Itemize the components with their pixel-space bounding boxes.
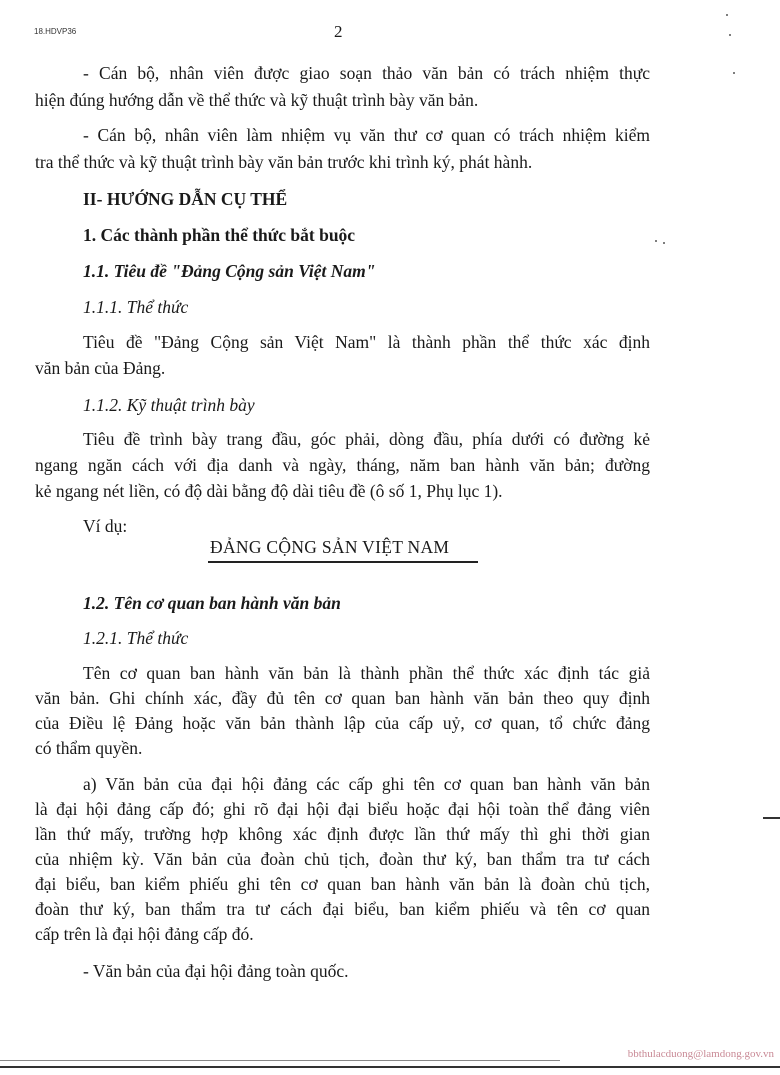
heading-1-2: 1.2. Tên cơ quan ban hành văn bản xyxy=(83,593,341,613)
paragraph-line: cấp trên là đại hội đảng cấp đó. xyxy=(35,924,254,944)
paragraph-line: tra thể thức và kỹ thuật trình bày văn bản trước khi trình ký, phát hành. xyxy=(35,152,533,172)
document-code: 18.HDVP36 xyxy=(34,27,77,36)
scan-speck xyxy=(726,14,728,16)
paragraph-line: của nhiệm kỳ. Văn bản của đoàn chủ tịch, đoàn thư ký, ban thẩm tra tư cách xyxy=(35,849,650,869)
heading-1-2-1: 1.2.1. Thể thức xyxy=(83,628,189,648)
heading-1-1: 1.1. Tiêu đề "Đảng Cộng sản Việt Nam" xyxy=(83,261,376,281)
paragraph-line: kẻ ngang nét liền, có độ dài bằng độ dài tiêu đề (ô số 1, Phụ lục 1). xyxy=(35,481,503,501)
scan-mark xyxy=(763,817,780,819)
paragraph-line: - Cán bộ, nhân viên làm nhiệm vụ văn thư cơ quan có trách nhiệm kiểm xyxy=(83,125,650,145)
paragraph-line: văn bản. Ghi chính xác, đầy đủ tên cơ quan ban hành văn bản theo quy định xyxy=(35,688,650,708)
paragraph-line: a) Văn bản của đại hội đảng các cấp ghi tên cơ quan ban hành văn bản xyxy=(83,774,650,794)
paragraph-line: - Cán bộ, nhân viên được giao soạn thảo văn bản có trách nhiệm thực xyxy=(83,63,650,83)
paragraph-line: ngang ngăn cách với địa danh và ngày, tháng, năm ban hành văn bản; đường xyxy=(35,455,650,475)
paragraph-line: hiện đúng hướng dẫn về thể thức và kỹ thuật trình bày văn bản. xyxy=(35,90,479,110)
example-underline xyxy=(208,561,478,563)
heading-1-1-2: 1.1.2. Kỹ thuật trình bày xyxy=(83,395,255,415)
scan-speck xyxy=(655,240,657,242)
paragraph-line: đoàn thư ký, ban thẩm tra tư cách đại biểu, ban kiểm phiếu và tên cơ quan xyxy=(35,899,650,919)
footer-rule xyxy=(0,1066,780,1068)
example-label: Ví dụ: xyxy=(83,516,128,536)
paragraph-line: văn bản của Đảng. xyxy=(35,358,166,378)
footer-email: bbthulacduong@lamdong.gov.vn xyxy=(627,1048,774,1060)
paragraph-line: Tiêu đề "Đảng Cộng sản Việt Nam" là thành phần thể thức xác định xyxy=(83,332,650,352)
paragraph-line: của Điều lệ Đảng hoặc văn bản thành lập của cấp uỷ, cơ quan, tổ chức đảng xyxy=(35,713,650,733)
paragraph-line: Tên cơ quan ban hành văn bản là thành phần thể thức xác định tác giả xyxy=(83,663,650,683)
paragraph-line: Tiêu đề trình bày trang đầu, góc phải, dòng đầu, phía dưới có đường kẻ xyxy=(83,429,650,449)
paragraph-line: lần thứ mấy, trường hợp không xác định được lần thứ mấy thì ghi thời gian xyxy=(35,824,650,844)
section-heading: II- HƯỚNG DẪN CỤ THỂ xyxy=(83,189,288,209)
heading-1: 1. Các thành phần thể thức bắt buộc xyxy=(83,225,356,245)
paragraph-line: đại biểu, ban kiểm phiếu ghi tên cơ quan ban hành văn bản là đoàn chủ tịch, xyxy=(35,874,650,894)
paragraph-line: là đại hội đảng cấp đó; ghi rõ đại hội đại biểu hoặc đại hội toàn thể đảng viên xyxy=(35,799,650,819)
scan-speck xyxy=(733,72,735,74)
footer-rule xyxy=(0,1060,560,1061)
scan-speck xyxy=(729,34,731,36)
heading-1-1-1: 1.1.1. Thể thức xyxy=(83,297,189,317)
paragraph-line: có thẩm quyền. xyxy=(35,738,143,758)
example-title: ĐẢNG CỘNG SẢN VIỆT NAM xyxy=(210,537,450,557)
scan-speck xyxy=(663,242,665,244)
page-number: 2 xyxy=(334,22,343,41)
paragraph-line: - Văn bản của đại hội đảng toàn quốc. xyxy=(83,961,349,981)
